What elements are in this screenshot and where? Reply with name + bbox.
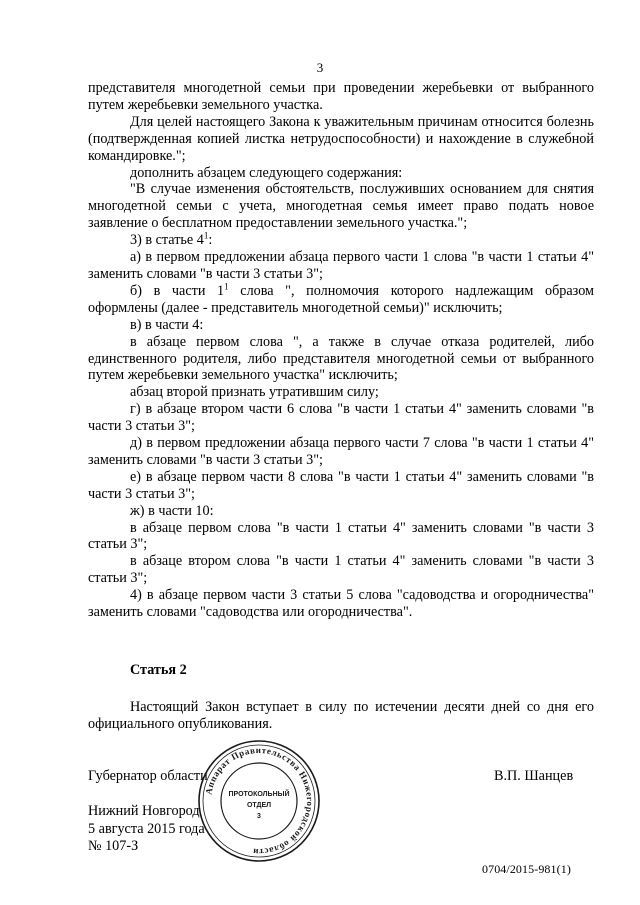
stamp-line-3: 3 (257, 813, 261, 820)
paragraph: Для целей настоящего Закона к уважительным причинам относится болезнь (подтвержденная копией листка нетрудоспособности) и нахождение в служебной командировке."; (88, 113, 594, 164)
paragraph: д) в первом предложении абзаца первого части 7 слова "в части 1 статьи 4" заменить словами "в части 3 статьи 3"; (88, 435, 594, 468)
paragraph: в абзаце втором слова "в части 1 статьи 4" заменить словами "в части 3 статьи 3"; (88, 553, 594, 587)
paragraph: в) в части 4: (130, 316, 204, 333)
article-heading: Статья 2 (130, 662, 187, 678)
page-number: 3 (316, 60, 324, 75)
law-number: № 107-З (88, 838, 139, 854)
document-code: 0704/2015-981(1) (482, 862, 571, 876)
paragraph: а) в первом предложении абзаца первого части 1 слова "в части 1 статьи 4" заменить словами "в части 3 статьи 3"; (88, 249, 594, 282)
paragraph (88, 283, 594, 317)
stamp-line-1: ПРОТОКОЛЬНЫЙ (228, 791, 290, 798)
superscript: 1 (224, 281, 229, 292)
place-date-block (88, 803, 205, 856)
paragraph-text: б) в части 1 (130, 282, 225, 299)
official-stamp (196, 738, 322, 864)
paragraph: е) в абзаце первом части 8 слова "в части 1 статьи 4" заменить словами "в части 3 статьи 3"; (88, 468, 594, 502)
paragraph-text: 3) в статье 4 (130, 232, 204, 249)
signatory-title: Губернатор области (88, 768, 208, 784)
signatory-name: В.П. Шанцев (494, 768, 574, 784)
superscript: 1 (203, 230, 209, 241)
paragraph: 4) в абзаце первом части 3 статьи 5 слова "садоводства и огородничества" заменить словами "садоводства или огородничества". (88, 587, 594, 621)
article-text (88, 699, 594, 733)
paragraph: в абзаце первом слова ", а также в случае отказа родителей, либо единственного родителя, либо представителя многодетной семьи от выбранного путем жеребьевки земельного участка" исключить; (88, 333, 594, 384)
paragraph: в абзаце первом слова "в части 1 статьи 4" заменить словами "в части 3 статьи 3"; (88, 519, 594, 553)
paragraph: Настоящий Закон вступает в силу по истечении десяти дней со дня его официального опубликования. (88, 699, 594, 732)
stamp-ring-text: Аппарат Правительства Нижегородской области (203, 744, 316, 858)
paragraph-colon: : (208, 232, 213, 249)
document-body (88, 80, 594, 621)
paragraph: представителя многодетной семьи при проведении жеребьевки от выбранного путем жеребьевки земельного участка. (88, 80, 594, 113)
date: 5 августа 2015 года (88, 820, 205, 837)
paragraph (88, 232, 594, 249)
stamp-line-2: ОТДЕЛ (246, 802, 272, 809)
paragraph: дополнить абзацем следующего содержания: (130, 164, 403, 181)
paragraph: ж) в части 10: (130, 502, 214, 519)
paragraph: г) в абзаце втором части 6 слова "в части 1 статьи 4" заменить словами "в части 3 статьи 3"; (88, 401, 594, 435)
paragraph: абзац второй признать утратившим силу; (130, 384, 379, 401)
paragraph: "В случае изменения обстоятельств, послуживших основанием для снятия многодетной семьи с учета, многодетная семья имеет право подать новое заявление о бесплатном предоставлении земельного участка."; (88, 181, 594, 232)
paragraph-text: слова ", полномочия которого надлежащим образом оформлены (далее - представитель многодетной семьи)" исключить; (88, 282, 594, 316)
place: Нижний Новгород (88, 803, 200, 819)
stamp-seal-icon (196, 738, 322, 864)
